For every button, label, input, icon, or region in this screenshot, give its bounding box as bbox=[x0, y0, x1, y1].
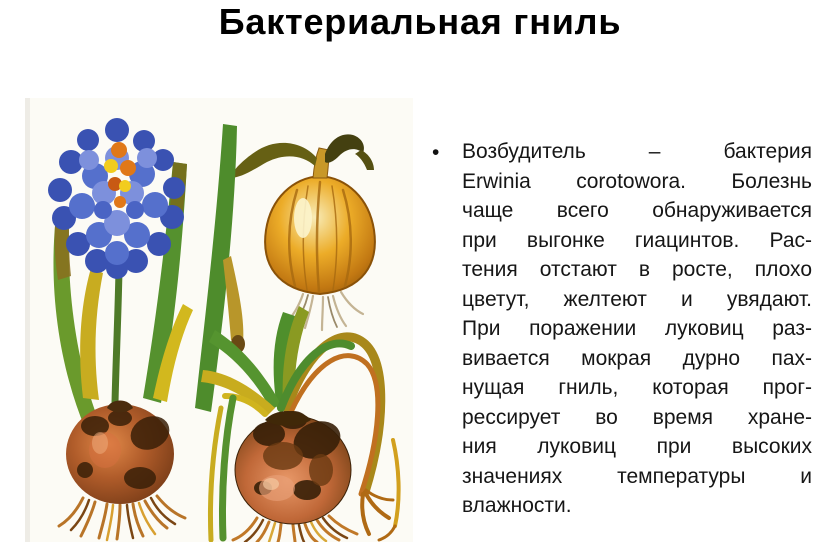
hyacinth-drawing bbox=[25, 98, 413, 542]
text-line: вивается мокрая дурно пах- bbox=[462, 346, 812, 370]
plant-illustration bbox=[25, 98, 413, 542]
bullet-text-block bbox=[430, 137, 812, 521]
text-line: нущая гниль, которая прог- bbox=[462, 376, 812, 399]
text-line: При поражении луковиц раз- bbox=[462, 317, 812, 340]
scan-edge bbox=[25, 98, 30, 542]
bullet-text bbox=[462, 137, 812, 521]
bullet-marker: • bbox=[432, 141, 440, 164]
text-line: тения отстают в росте, плохо bbox=[462, 258, 812, 281]
hyacinth-stem bbox=[115, 270, 119, 403]
slide-title: Бактериальная гниль bbox=[218, 1, 622, 42]
text-line: Erwinia corotowora. Болезнь bbox=[462, 169, 812, 193]
text-line: Возбудитель – бактерия bbox=[462, 140, 812, 163]
text-line: значениях температуры и bbox=[462, 464, 812, 488]
text-line: ния луковиц при высоких bbox=[462, 435, 812, 458]
text-line: при выгонке гиацинтов. Рас- bbox=[462, 228, 812, 252]
text-line: влажности. bbox=[462, 494, 572, 517]
text-line: рессирует во время хране- bbox=[462, 405, 812, 429]
text-line: чаще всего обнаруживается bbox=[462, 199, 812, 222]
text-line: цветут, желтеют и увядают. bbox=[462, 287, 812, 311]
